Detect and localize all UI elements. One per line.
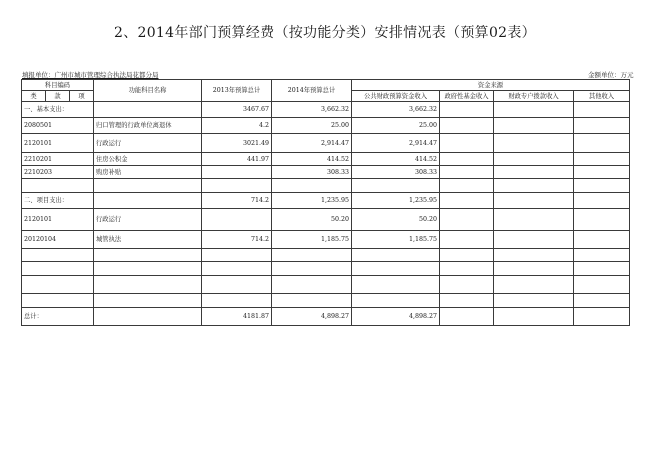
row-code-cell — [22, 276, 94, 294]
row-2013-cell — [202, 179, 272, 193]
header-other-income: 其他收入 — [574, 91, 630, 102]
table-row — [22, 193, 630, 209]
table-row — [22, 153, 630, 166]
table-row — [22, 209, 630, 231]
row-other-cell — [574, 294, 630, 308]
row-2014-cell: 308.33 — [272, 166, 352, 179]
row-code-cell — [22, 294, 94, 308]
row-code-cell: 2080501 — [22, 118, 94, 134]
row-special-cell — [494, 118, 574, 134]
row-special-cell — [494, 308, 574, 326]
row-name-cell: 行政运行 — [94, 134, 202, 153]
row-code-cell: 总计： — [22, 308, 94, 326]
header-total-2014: 2014年预算总计 — [272, 80, 352, 102]
row-gov-fund-cell — [440, 276, 494, 294]
row-name-cell: 城管执法 — [94, 231, 202, 249]
table-row — [22, 102, 630, 118]
row-name-cell — [94, 294, 202, 308]
row-2013-cell — [202, 294, 272, 308]
row-name-cell — [94, 262, 202, 276]
row-other-cell — [574, 102, 630, 118]
row-2014-cell: 414.52 — [272, 153, 352, 166]
row-gov-fund-cell — [440, 209, 494, 231]
row-code-cell: 一、基本支出： — [22, 102, 94, 118]
row-2014-cell: 25.00 — [272, 118, 352, 134]
row-gov-fund-cell — [440, 262, 494, 276]
row-gov-fund-cell — [440, 308, 494, 326]
header-gov-fund: 政府性基金收入 — [440, 91, 494, 102]
row-public-cell — [352, 262, 440, 276]
budget-table — [21, 79, 630, 326]
row-other-cell — [574, 166, 630, 179]
row-public-cell — [352, 179, 440, 193]
table-row — [22, 294, 630, 308]
amount-unit: 金额单位：万元 — [588, 71, 634, 79]
row-public-cell: 1,235.95 — [352, 193, 440, 209]
header-subject-code: 科目编码 — [22, 80, 94, 91]
row-other-cell — [574, 231, 630, 249]
table-row — [22, 276, 630, 294]
row-code-cell: 2210203 — [22, 166, 94, 179]
table-row — [22, 134, 630, 153]
table-row — [22, 249, 630, 262]
row-public-cell: 1,185.75 — [352, 231, 440, 249]
row-gov-fund-cell — [440, 153, 494, 166]
row-special-cell — [494, 209, 574, 231]
header-xiang: 项 — [70, 91, 94, 102]
row-2013-cell: 4181.87 — [202, 308, 272, 326]
row-2013-cell — [202, 262, 272, 276]
row-gov-fund-cell — [440, 118, 494, 134]
row-code-cell: 二、项目支出： — [22, 193, 94, 209]
row-2014-cell: 3,662.32 — [272, 102, 352, 118]
row-2013-cell — [202, 276, 272, 294]
row-code-cell: 2210201 — [22, 153, 94, 166]
row-name-cell — [94, 179, 202, 193]
row-name-cell — [94, 249, 202, 262]
row-gov-fund-cell — [440, 193, 494, 209]
table-row — [22, 231, 630, 249]
row-other-cell — [574, 308, 630, 326]
row-name-cell: 住房公积金 — [94, 153, 202, 166]
row-2014-cell: 4,898.27 — [272, 308, 352, 326]
row-special-cell — [494, 166, 574, 179]
row-gov-fund-cell — [440, 102, 494, 118]
filing-unit: 填报单位：广州市城市管理综合执法局花都分局 — [22, 71, 159, 79]
row-special-cell — [494, 249, 574, 262]
row-other-cell — [574, 276, 630, 294]
row-gov-fund-cell — [440, 166, 494, 179]
row-other-cell — [574, 209, 630, 231]
row-public-cell: 414.52 — [352, 153, 440, 166]
row-2014-cell — [272, 262, 352, 276]
row-2013-cell — [202, 209, 272, 231]
row-gov-fund-cell — [440, 249, 494, 262]
row-name-cell: 行政运行 — [94, 209, 202, 231]
row-name-cell — [94, 193, 202, 209]
row-2013-cell: 3021.49 — [202, 134, 272, 153]
row-2014-cell — [272, 276, 352, 294]
row-2013-cell: 714.2 — [202, 231, 272, 249]
header-lei: 类 — [22, 91, 46, 102]
table-row — [22, 179, 630, 193]
header-special-account: 财政专户拨款收入 — [494, 91, 574, 102]
row-2013-cell — [202, 249, 272, 262]
row-code-cell — [22, 179, 94, 193]
row-2013-cell — [202, 166, 272, 179]
row-other-cell — [574, 153, 630, 166]
header-row-1 — [22, 80, 630, 91]
header-funding-source: 资金来源 — [352, 80, 630, 91]
row-2013-cell: 714.2 — [202, 193, 272, 209]
row-code-cell — [22, 262, 94, 276]
row-gov-fund-cell — [440, 134, 494, 153]
row-2014-cell: 50.20 — [272, 209, 352, 231]
row-special-cell — [494, 276, 574, 294]
row-code-cell: 2120101 — [22, 209, 94, 231]
row-special-cell — [494, 179, 574, 193]
row-2014-cell: 2,914.47 — [272, 134, 352, 153]
table-row — [22, 308, 630, 326]
row-special-cell — [494, 153, 574, 166]
row-name-cell — [94, 308, 202, 326]
row-public-cell — [352, 249, 440, 262]
row-2014-cell — [272, 294, 352, 308]
table-row — [22, 262, 630, 276]
table-row — [22, 166, 630, 179]
row-other-cell — [574, 193, 630, 209]
row-2014-cell — [272, 249, 352, 262]
row-2014-cell — [272, 179, 352, 193]
row-name-cell: 归口管理的行政单位离退休 — [94, 118, 202, 134]
row-other-cell — [574, 249, 630, 262]
row-gov-fund-cell — [440, 294, 494, 308]
row-public-cell: 308.33 — [352, 166, 440, 179]
page-title: 2、2014年部门预算经费（按功能分类）安排情况表（预算02表） — [114, 25, 536, 41]
row-other-cell — [574, 179, 630, 193]
header-kuan: 款 — [46, 91, 70, 102]
row-public-cell: 3,662.32 — [352, 102, 440, 118]
row-public-cell: 25.00 — [352, 118, 440, 134]
row-2013-cell: 4.2 — [202, 118, 272, 134]
row-public-cell — [352, 276, 440, 294]
header-total-2013: 2013年预算总计 — [202, 80, 272, 102]
row-special-cell — [494, 294, 574, 308]
row-other-cell — [574, 262, 630, 276]
row-code-cell — [22, 249, 94, 262]
row-public-cell: 50.20 — [352, 209, 440, 231]
row-special-cell — [494, 231, 574, 249]
row-code-cell: 20120104 — [22, 231, 94, 249]
row-code-cell: 2120101 — [22, 134, 94, 153]
row-2013-cell: 441.97 — [202, 153, 272, 166]
row-public-cell — [352, 294, 440, 308]
row-public-cell: 2,914.47 — [352, 134, 440, 153]
row-special-cell — [494, 134, 574, 153]
row-gov-fund-cell — [440, 179, 494, 193]
header-subject-name: 功能科目名称 — [94, 80, 202, 102]
row-2013-cell: 3467.67 — [202, 102, 272, 118]
header-public-finance: 公共财政预算资金收入 — [352, 91, 440, 102]
row-gov-fund-cell — [440, 231, 494, 249]
row-2014-cell: 1,185.75 — [272, 231, 352, 249]
row-name-cell — [94, 276, 202, 294]
row-special-cell — [494, 102, 574, 118]
table-row — [22, 118, 630, 134]
row-special-cell — [494, 193, 574, 209]
row-name-cell: 购房补贴 — [94, 166, 202, 179]
row-2014-cell: 1,235.95 — [272, 193, 352, 209]
row-other-cell — [574, 118, 630, 134]
row-name-cell — [94, 102, 202, 118]
row-special-cell — [494, 262, 574, 276]
table-body — [22, 102, 630, 326]
row-public-cell: 4,898.27 — [352, 308, 440, 326]
row-other-cell — [574, 134, 630, 153]
